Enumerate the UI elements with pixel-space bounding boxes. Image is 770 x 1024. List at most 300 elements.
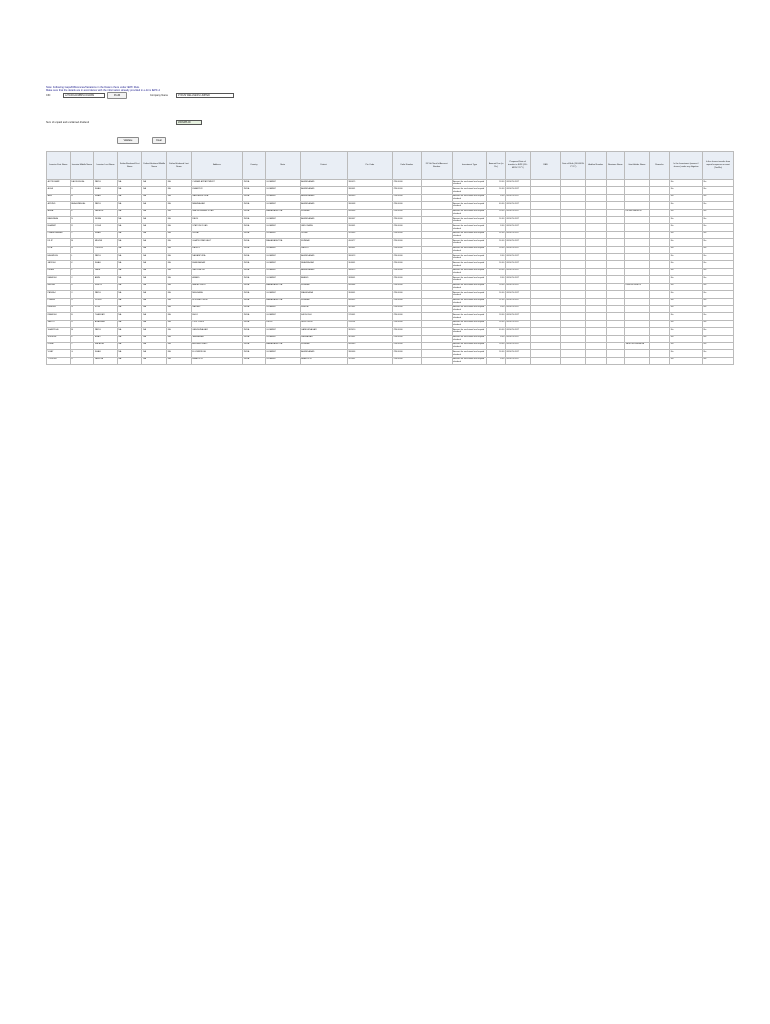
table-cell[interactable]: GUJARAT <box>265 313 300 320</box>
table-cell[interactable]: SHANTILAL <box>47 328 71 335</box>
table-cell[interactable]: BHARAT <box>47 224 71 231</box>
table-cell[interactable]: INDIA <box>243 328 266 335</box>
table-cell[interactable]: 8.00 <box>487 194 505 201</box>
table-cell[interactable]: 370001 <box>347 313 392 320</box>
table-cell[interactable]: GUJARAT <box>265 202 300 209</box>
table-cell[interactable]: 08-NOV-2017 <box>505 335 530 342</box>
table-cell[interactable]: TRIVEDI <box>94 246 118 253</box>
table-cell[interactable]: PATEL <box>94 254 118 261</box>
table-cell[interactable]: 400064 <box>347 283 392 290</box>
table-cell[interactable]: NA <box>142 246 167 253</box>
table-cell[interactable]: GUJARAT <box>265 276 300 283</box>
table-cell[interactable] <box>561 305 586 312</box>
table-cell[interactable] <box>585 291 606 298</box>
table-cell[interactable]: GUJARAT <box>265 268 300 275</box>
table-cell[interactable]: DALSUKHLAL <box>70 180 94 187</box>
table-cell[interactable]: ZWL0000 <box>392 217 421 224</box>
table-cell[interactable]: PAREKH <box>94 209 118 216</box>
table-cell[interactable]: ZWL0000 <box>392 342 421 349</box>
table-cell[interactable]: 24.00 <box>487 342 505 349</box>
table-cell[interactable] <box>624 335 649 342</box>
table-cell[interactable]: NA <box>142 342 167 349</box>
table-cell[interactable]: N <box>70 217 94 224</box>
table-cell[interactable] <box>606 283 624 290</box>
table-cell[interactable] <box>649 320 670 327</box>
table-cell[interactable] <box>585 313 606 320</box>
table-cell[interactable]: Amount for unclaimed and unpaid dividend <box>452 350 487 357</box>
table-cell[interactable] <box>585 342 606 349</box>
table-cell[interactable]: 08-NOV-2017 <box>505 231 530 238</box>
table-cell[interactable] <box>624 298 649 305</box>
table-cell[interactable]: 08-NOV-2017 <box>505 313 530 320</box>
table-cell[interactable]: INDIA <box>243 268 266 275</box>
table-cell[interactable]: NA <box>142 239 167 246</box>
table-cell[interactable]: NA <box>142 276 167 283</box>
table-cell[interactable]: No <box>670 268 703 275</box>
table-cell[interactable]: NA <box>167 291 192 298</box>
table-cell[interactable] <box>530 298 561 305</box>
table-cell[interactable]: 08-NOV-2017 <box>505 283 530 290</box>
table-cell[interactable]: No <box>670 328 703 335</box>
table-cell[interactable]: NA <box>142 298 167 305</box>
table-cell[interactable]: AHMEDABAD <box>300 254 347 261</box>
table-cell[interactable]: NA <box>142 261 167 268</box>
table-cell[interactable] <box>530 180 561 187</box>
table-cell[interactable]: NA <box>117 202 142 209</box>
table-cell[interactable]: NA <box>167 261 192 268</box>
table-cell[interactable]: NA <box>142 180 167 187</box>
table-cell[interactable]: ASHA <box>47 209 71 216</box>
table-cell[interactable]: Amount for unclaimed and unpaid dividend <box>452 320 487 327</box>
table-cell[interactable]: NA <box>117 357 142 364</box>
table-cell[interactable]: Amount for unclaimed and unpaid dividend <box>452 335 487 342</box>
table-cell[interactable] <box>421 335 452 342</box>
table-cell[interactable]: 380008 <box>347 202 392 209</box>
table-cell[interactable]: NA <box>167 350 192 357</box>
table-cell[interactable]: NA <box>167 246 192 253</box>
table-cell[interactable] <box>561 350 586 357</box>
table-cell[interactable]: STATION ROAD <box>191 224 242 231</box>
table-cell[interactable]: AHMEDABAD <box>300 217 347 224</box>
table-cell[interactable]: SHAH <box>94 231 118 238</box>
table-cell[interactable]: GUJARAT <box>265 261 300 268</box>
table-cell[interactable]: No <box>703 276 734 283</box>
table-cell[interactable] <box>606 357 624 364</box>
table-cell[interactable]: 08-NOV-2017 <box>505 202 530 209</box>
table-cell[interactable]: Amount for unclaimed and unpaid dividend <box>452 194 487 201</box>
table-cell[interactable]: No <box>703 231 734 238</box>
table-cell[interactable] <box>624 320 649 327</box>
table-cell[interactable]: NA <box>167 276 192 283</box>
table-cell[interactable] <box>606 261 624 268</box>
table-cell[interactable]: 387001 <box>347 305 392 312</box>
table-cell[interactable]: KETAN PAREKH <box>624 209 649 216</box>
table-cell[interactable]: GANDHINAGAR <box>300 328 347 335</box>
table-cell[interactable]: No <box>670 246 703 253</box>
table-cell[interactable]: MAHARASHTRA <box>265 342 300 349</box>
validate-button[interactable]: Validate <box>117 137 139 144</box>
table-cell[interactable] <box>585 298 606 305</box>
table-cell[interactable] <box>421 246 452 253</box>
table-cell[interactable]: NA <box>142 231 167 238</box>
table-cell[interactable]: NA <box>142 202 167 209</box>
table-cell[interactable]: SURAT <box>191 231 242 238</box>
table-cell[interactable]: PANDYA <box>94 357 118 364</box>
table-cell[interactable]: R <box>70 224 94 231</box>
table-cell[interactable]: NA <box>142 305 167 312</box>
table-cell[interactable]: 400006 <box>347 209 392 216</box>
table-cell[interactable]: No <box>703 335 734 342</box>
table-cell[interactable] <box>561 291 586 298</box>
table-cell[interactable]: 08-NOV-2017 <box>505 209 530 216</box>
table-cell[interactable]: 390001 <box>347 224 392 231</box>
table-cell[interactable] <box>585 202 606 209</box>
table-cell[interactable] <box>561 254 586 261</box>
table-cell[interactable] <box>606 224 624 231</box>
table-cell[interactable]: MANINAGAR <box>191 202 242 209</box>
table-cell[interactable]: INDIA <box>243 202 266 209</box>
table-cell[interactable]: INDIA <box>243 305 266 312</box>
table-cell[interactable]: GUJARAT <box>265 350 300 357</box>
table-cell[interactable]: PATEL <box>94 328 118 335</box>
table-cell[interactable]: ANAND <box>300 276 347 283</box>
table-cell[interactable] <box>530 328 561 335</box>
table-cell[interactable]: AMIT <box>47 194 71 201</box>
table-cell[interactable] <box>624 350 649 357</box>
table-cell[interactable]: NA <box>167 202 192 209</box>
table-cell[interactable] <box>585 268 606 275</box>
table-cell[interactable]: NA <box>167 194 192 201</box>
table-cell[interactable] <box>561 217 586 224</box>
table-cell[interactable] <box>585 320 606 327</box>
table-cell[interactable] <box>421 276 452 283</box>
table-cell[interactable] <box>649 268 670 275</box>
table-cell[interactable]: BORIVALI WEST <box>191 298 242 305</box>
table-cell[interactable] <box>561 268 586 275</box>
table-cell[interactable]: INDIA <box>243 187 266 194</box>
table-cell[interactable]: MEHTA <box>94 239 118 246</box>
table-cell[interactable]: SAROJ <box>47 320 71 327</box>
table-cell[interactable]: INDIA <box>243 180 266 187</box>
table-cell[interactable]: INDIA <box>243 224 266 231</box>
table-cell[interactable] <box>624 180 649 187</box>
table-cell[interactable]: NA <box>167 187 192 194</box>
table-cell[interactable] <box>606 231 624 238</box>
table-cell[interactable]: NA <box>142 357 167 364</box>
table-cell[interactable]: No <box>703 239 734 246</box>
table-cell[interactable]: No <box>670 320 703 327</box>
table-cell[interactable] <box>649 209 670 216</box>
table-cell[interactable]: 16.00 <box>487 187 505 194</box>
table-cell[interactable]: INDIA <box>243 209 266 216</box>
table-cell[interactable]: INDIA <box>243 276 266 283</box>
table-cell[interactable]: NA <box>117 239 142 246</box>
table-cell[interactable] <box>624 187 649 194</box>
table-cell[interactable]: ZWL0000 <box>392 261 421 268</box>
table-cell[interactable] <box>421 239 452 246</box>
table-cell[interactable] <box>585 283 606 290</box>
table-cell[interactable] <box>649 283 670 290</box>
table-cell[interactable]: NA <box>117 254 142 261</box>
table-cell[interactable] <box>530 342 561 349</box>
table-cell[interactable]: Amount for unclaimed and unpaid dividend <box>452 261 487 268</box>
table-cell[interactable]: NADIAD <box>191 305 242 312</box>
table-cell[interactable]: MUMBAI <box>300 342 347 349</box>
table-cell[interactable]: ZWL0000 <box>392 268 421 275</box>
table-cell[interactable] <box>649 180 670 187</box>
table-cell[interactable]: SHAH <box>94 194 118 201</box>
table-cell[interactable] <box>585 239 606 246</box>
table-cell[interactable] <box>561 342 586 349</box>
table-cell[interactable]: NA <box>167 320 192 327</box>
table-cell[interactable] <box>421 217 452 224</box>
table-cell[interactable]: 08-NOV-2017 <box>505 254 530 261</box>
table-cell[interactable]: No <box>670 335 703 342</box>
table-cell[interactable] <box>606 209 624 216</box>
table-cell[interactable]: INDIA <box>243 342 266 349</box>
table-cell[interactable] <box>530 291 561 298</box>
table-cell[interactable] <box>606 342 624 349</box>
table-cell[interactable]: ZWL0000 <box>392 335 421 342</box>
table-cell[interactable] <box>649 305 670 312</box>
table-cell[interactable]: 382010 <box>347 328 392 335</box>
table-cell[interactable]: JAYESH <box>47 261 71 268</box>
table-cell[interactable]: L <box>70 254 94 261</box>
table-cell[interactable]: NA <box>142 268 167 275</box>
table-cell[interactable]: 380007 <box>347 217 392 224</box>
table-cell[interactable]: 8.00 <box>487 335 505 342</box>
table-cell[interactable] <box>421 180 452 187</box>
table-cell[interactable]: GUJARAT <box>265 180 300 187</box>
table-cell[interactable]: 388001 <box>347 276 392 283</box>
table-cell[interactable]: 24.00 <box>487 180 505 187</box>
table-cell[interactable]: No <box>703 202 734 209</box>
table-cell[interactable] <box>585 328 606 335</box>
table-cell[interactable]: SHETH <box>94 283 118 290</box>
table-cell[interactable]: NA <box>167 335 192 342</box>
table-cell[interactable]: VADODARA <box>300 224 347 231</box>
table-cell[interactable]: 360001 <box>347 246 392 253</box>
table-cell[interactable]: No <box>670 239 703 246</box>
table-cell[interactable] <box>421 283 452 290</box>
table-cell[interactable]: GANDHINAGAR <box>191 328 242 335</box>
table-cell[interactable] <box>585 224 606 231</box>
table-cell[interactable]: PALDI <box>191 217 242 224</box>
table-cell[interactable]: AHMEDABAD <box>300 202 347 209</box>
table-cell[interactable]: Amount for unclaimed and unpaid dividend <box>452 239 487 246</box>
table-cell[interactable]: JAMNAGAR <box>191 335 242 342</box>
table-cell[interactable] <box>530 268 561 275</box>
table-cell[interactable]: 08-NOV-2017 <box>505 320 530 327</box>
table-cell[interactable]: NEW DELHI <box>300 320 347 327</box>
table-cell[interactable] <box>530 261 561 268</box>
table-cell[interactable] <box>585 209 606 216</box>
table-cell[interactable]: ZWL0000 <box>392 246 421 253</box>
table-cell[interactable]: GUJARAT <box>265 305 300 312</box>
table-cell[interactable]: No <box>670 357 703 364</box>
table-cell[interactable]: NA <box>142 320 167 327</box>
table-cell[interactable]: 08-NOV-2017 <box>505 298 530 305</box>
table-cell[interactable]: 08-NOV-2017 <box>505 328 530 335</box>
table-cell[interactable]: RAJESH <box>47 305 71 312</box>
table-cell[interactable]: NA <box>117 261 142 268</box>
table-cell[interactable]: 08-NOV-2017 <box>505 291 530 298</box>
table-cell[interactable]: DELHI <box>265 320 300 327</box>
table-cell[interactable]: Amount for unclaimed and unpaid dividend <box>452 276 487 283</box>
table-cell[interactable]: Amount for unclaimed and unpaid dividend <box>452 291 487 298</box>
table-cell[interactable] <box>561 313 586 320</box>
table-cell[interactable]: B <box>70 313 94 320</box>
table-cell[interactable] <box>421 342 452 349</box>
table-cell[interactable]: No <box>670 283 703 290</box>
table-cell[interactable] <box>624 231 649 238</box>
table-cell[interactable] <box>585 217 606 224</box>
table-cell[interactable]: ZWL0000 <box>392 180 421 187</box>
table-cell[interactable]: No <box>670 276 703 283</box>
table-cell[interactable]: NA <box>117 350 142 357</box>
table-cell[interactable]: JAGDISH KAPADIA <box>624 342 649 349</box>
table-cell[interactable] <box>606 320 624 327</box>
table-cell[interactable]: GUJARAT <box>265 217 300 224</box>
table-cell[interactable]: 16.00 <box>487 261 505 268</box>
table-cell[interactable]: NA <box>117 209 142 216</box>
table-cell[interactable]: BHARUCH <box>191 357 242 364</box>
table-cell[interactable]: No <box>703 180 734 187</box>
table-cell[interactable]: 384001 <box>347 291 392 298</box>
table-cell[interactable]: RAJKOT <box>300 246 347 253</box>
table-cell[interactable] <box>649 342 670 349</box>
table-cell[interactable]: INDIA <box>243 357 266 364</box>
table-cell[interactable] <box>530 224 561 231</box>
table-cell[interactable]: CIVIL LINES <box>191 320 242 327</box>
table-cell[interactable]: 08-NOV-2017 <box>505 357 530 364</box>
table-cell[interactable]: ANDHERI EAST <box>191 342 242 349</box>
table-cell[interactable]: NA <box>142 224 167 231</box>
table-cell[interactable]: SHAH <box>94 350 118 357</box>
table-cell[interactable]: ZWL0000 <box>392 357 421 364</box>
table-cell[interactable] <box>530 283 561 290</box>
table-cell[interactable] <box>649 276 670 283</box>
table-cell[interactable]: NA <box>117 298 142 305</box>
table-cell[interactable]: MAHARASHTRA <box>265 209 300 216</box>
table-cell[interactable] <box>606 194 624 201</box>
table-cell[interactable]: NA <box>167 328 192 335</box>
table-cell[interactable]: NA <box>167 239 192 246</box>
table-cell[interactable] <box>606 291 624 298</box>
table-cell[interactable] <box>649 291 670 298</box>
table-cell[interactable]: 380013 <box>347 254 392 261</box>
table-cell[interactable] <box>624 357 649 364</box>
table-cell[interactable] <box>585 246 606 253</box>
table-cell[interactable]: KACHCHH <box>300 313 347 320</box>
table-cell[interactable]: INDIA <box>243 320 266 327</box>
table-cell[interactable]: B <box>70 194 94 201</box>
table-cell[interactable]: No <box>703 217 734 224</box>
table-cell[interactable]: NA <box>142 209 167 216</box>
table-cell[interactable]: ZWL0000 <box>392 202 421 209</box>
table-cell[interactable] <box>624 305 649 312</box>
table-cell[interactable]: USHA <box>47 342 71 349</box>
table-cell[interactable]: SONI <box>94 305 118 312</box>
table-cell[interactable]: MAHARASHTRA <box>265 298 300 305</box>
table-cell[interactable] <box>649 313 670 320</box>
table-cell[interactable]: NA <box>117 268 142 275</box>
table-cell[interactable] <box>606 298 624 305</box>
table-cell[interactable]: NA <box>117 180 142 187</box>
table-cell[interactable]: YOGESH <box>47 357 71 364</box>
table-cell[interactable]: Amount for unclaimed and unpaid dividend <box>452 254 487 261</box>
table-cell[interactable]: NA <box>117 187 142 194</box>
table-cell[interactable]: ZWL0000 <box>392 305 421 312</box>
table-cell[interactable]: GUJARAT <box>265 224 300 231</box>
table-cell[interactable]: 40.00 <box>487 328 505 335</box>
table-cell[interactable]: 40.00 <box>487 268 505 275</box>
table-cell[interactable] <box>561 328 586 335</box>
table-cell[interactable]: NA <box>167 180 192 187</box>
table-cell[interactable]: NA <box>117 283 142 290</box>
table-cell[interactable] <box>561 224 586 231</box>
table-cell[interactable]: M <box>70 328 94 335</box>
table-cell[interactable]: 364001 <box>347 261 392 268</box>
table-cell[interactable]: ZWL0000 <box>392 276 421 283</box>
table-cell[interactable]: D <box>70 283 94 290</box>
table-cell[interactable]: RAJKOT <box>191 246 242 253</box>
table-cell[interactable] <box>561 246 586 253</box>
table-cell[interactable]: AHMEDABAD <box>300 268 347 275</box>
table-cell[interactable]: Amount for unclaimed and unpaid dividend <box>452 217 487 224</box>
table-cell[interactable] <box>649 224 670 231</box>
table-cell[interactable] <box>421 357 452 364</box>
table-cell[interactable]: NA <box>117 342 142 349</box>
table-cell[interactable]: AHMEDABAD <box>300 180 347 187</box>
table-cell[interactable]: PRAVIN <box>47 298 71 305</box>
table-cell[interactable]: INDIA <box>243 298 266 305</box>
table-cell[interactable]: No <box>670 231 703 238</box>
table-cell[interactable] <box>585 350 606 357</box>
table-cell[interactable] <box>624 276 649 283</box>
table-cell[interactable]: No <box>670 194 703 201</box>
clear-button[interactable]: Clear <box>152 137 166 144</box>
table-cell[interactable] <box>421 291 452 298</box>
table-cell[interactable] <box>561 202 586 209</box>
table-cell[interactable]: NA <box>117 305 142 312</box>
table-cell[interactable]: H <box>70 246 94 253</box>
table-cell[interactable] <box>561 239 586 246</box>
table-cell[interactable]: GUJARAT <box>265 194 300 201</box>
table-cell[interactable]: 08-NOV-2017 <box>505 187 530 194</box>
table-cell[interactable] <box>421 268 452 275</box>
table-cell[interactable]: GUJARAT <box>265 357 300 364</box>
table-cell[interactable] <box>530 320 561 327</box>
table-cell[interactable]: GITA <box>47 246 71 253</box>
table-cell[interactable] <box>530 335 561 342</box>
table-cell[interactable]: No <box>670 298 703 305</box>
prefill-button[interactable]: Prefill <box>107 92 127 99</box>
table-cell[interactable] <box>421 261 452 268</box>
table-cell[interactable] <box>421 194 452 201</box>
table-cell[interactable]: PANKAJ <box>47 291 71 298</box>
table-cell[interactable]: NA <box>167 268 192 275</box>
table-cell[interactable] <box>649 298 670 305</box>
table-cell[interactable] <box>421 305 452 312</box>
table-cell[interactable] <box>606 202 624 209</box>
table-cell[interactable]: NA <box>167 254 192 261</box>
table-cell[interactable]: Amount for unclaimed and unpaid dividend <box>452 298 487 305</box>
table-cell[interactable] <box>585 194 606 201</box>
table-cell[interactable] <box>421 298 452 305</box>
table-cell[interactable] <box>624 239 649 246</box>
table-cell[interactable]: S <box>70 187 94 194</box>
